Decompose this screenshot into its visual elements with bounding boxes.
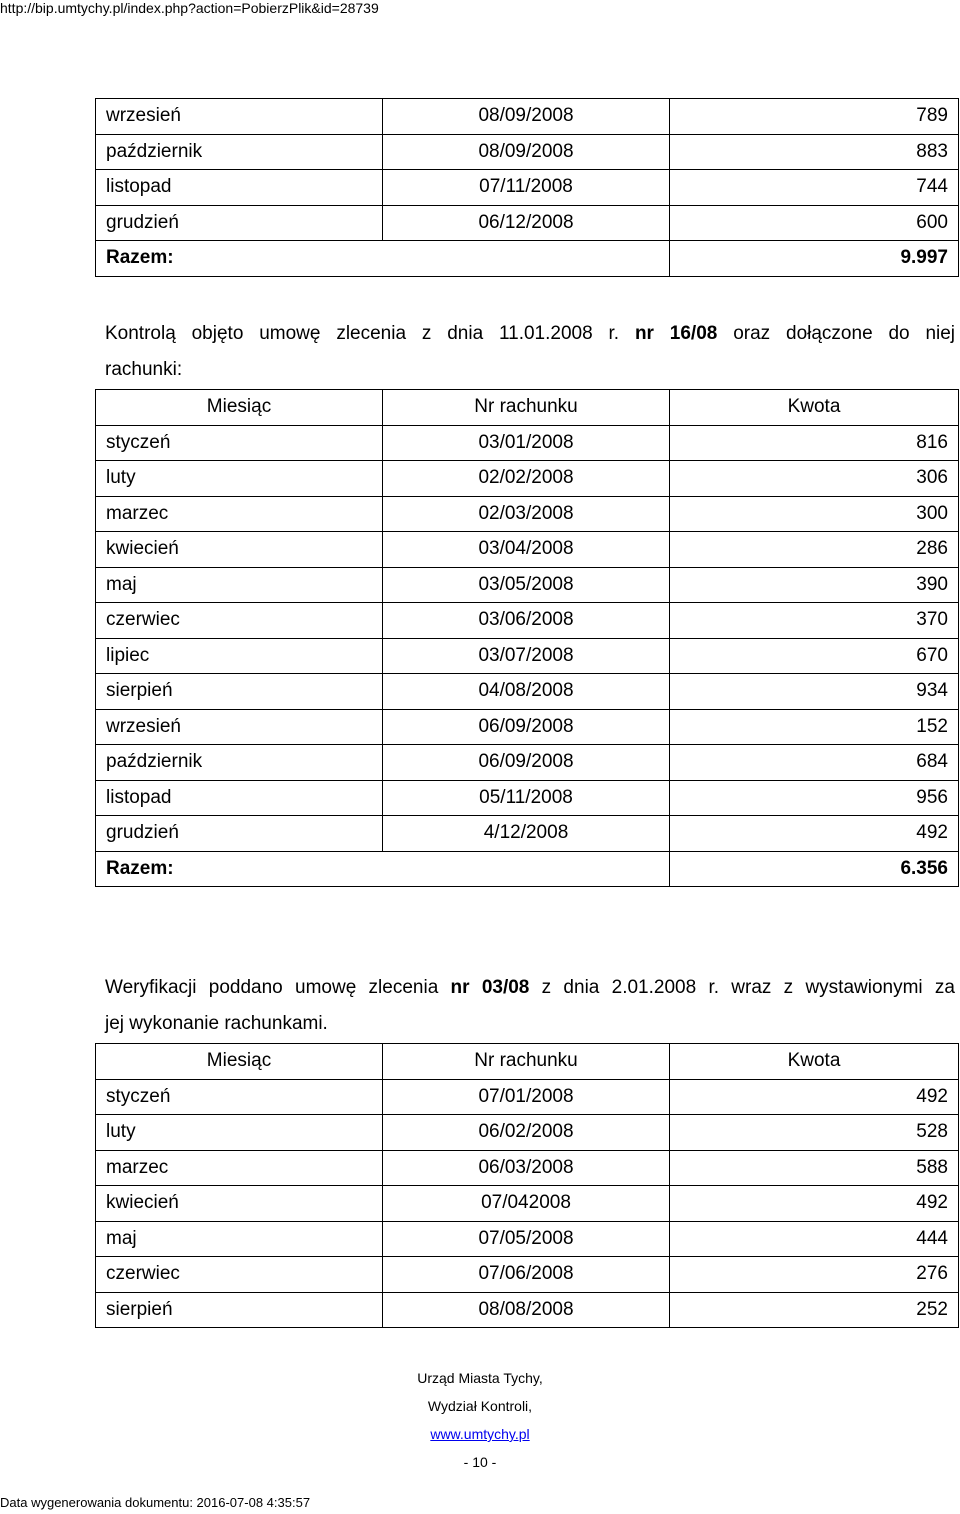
table-row bbox=[96, 638, 959, 674]
table-header-row bbox=[96, 390, 959, 426]
table-row bbox=[96, 780, 959, 816]
paragraph-line: rachunki: bbox=[105, 359, 183, 380]
month-cell: maj bbox=[96, 567, 383, 603]
table-row bbox=[96, 1079, 959, 1115]
month-cell: marzec bbox=[96, 1150, 383, 1186]
empty-cell bbox=[383, 851, 670, 887]
amount-cell: 492 bbox=[670, 1079, 959, 1115]
amount-cell: 276 bbox=[670, 1257, 959, 1293]
month-cell: sierpień bbox=[96, 674, 383, 710]
amount-cell: 816 bbox=[670, 425, 959, 461]
contract-number: nr 16/08 bbox=[634, 323, 718, 344]
amount-cell: 600 bbox=[670, 205, 959, 241]
contract-number: nr 03/08 bbox=[450, 977, 530, 998]
source-url: http://bip.umtychy.pl/index.php?action=PobierzPlik&id=28739 bbox=[0, 0, 379, 16]
month-cell: grudzień bbox=[96, 816, 383, 852]
invoice-number-cell: 03/05/2008 bbox=[383, 567, 670, 603]
amount-cell: 588 bbox=[670, 1150, 959, 1186]
amount-cell: 252 bbox=[670, 1292, 959, 1328]
month-cell: styczeń bbox=[96, 425, 383, 461]
table-row bbox=[96, 425, 959, 461]
amount-cell: 789 bbox=[670, 99, 959, 135]
table-row bbox=[96, 1115, 959, 1151]
empty-cell bbox=[383, 241, 670, 277]
amount-cell: 684 bbox=[670, 745, 959, 781]
month-cell: maj bbox=[96, 1221, 383, 1257]
table-header-row bbox=[96, 1044, 959, 1080]
amount-cell: 306 bbox=[670, 461, 959, 497]
column-header: Kwota bbox=[670, 390, 959, 426]
invoice-number-cell: 07/05/2008 bbox=[383, 1221, 670, 1257]
month-cell: wrzesień bbox=[96, 709, 383, 745]
amount-cell: 670 bbox=[670, 638, 959, 674]
invoice-number-cell: 03/06/2008 bbox=[383, 603, 670, 639]
invoice-number-cell: 06/09/2008 bbox=[383, 745, 670, 781]
month-cell: styczeń bbox=[96, 1079, 383, 1115]
invoice-number-cell: 08/08/2008 bbox=[383, 1292, 670, 1328]
paragraph-contract-03-08 bbox=[105, 970, 955, 1042]
table-row bbox=[96, 170, 959, 206]
invoice-number-cell: 03/07/2008 bbox=[383, 638, 670, 674]
column-header: Nr rachunku bbox=[383, 390, 670, 426]
invoice-table-3 bbox=[95, 1043, 959, 1328]
month-cell: czerwiec bbox=[96, 603, 383, 639]
invoice-number-cell: 08/09/2008 bbox=[383, 134, 670, 170]
month-cell: kwiecień bbox=[96, 532, 383, 568]
table-row bbox=[96, 1150, 959, 1186]
invoice-number-cell: 06/12/2008 bbox=[383, 205, 670, 241]
footer-department: Wydział Kontroli, bbox=[427, 1398, 533, 1414]
table-row bbox=[96, 567, 959, 603]
amount-cell: 528 bbox=[670, 1115, 959, 1151]
table-row bbox=[96, 603, 959, 639]
table-row bbox=[96, 674, 959, 710]
table-row bbox=[96, 709, 959, 745]
invoice-number-cell: 04/08/2008 bbox=[383, 674, 670, 710]
table-row bbox=[96, 205, 959, 241]
total-label: Razem: bbox=[96, 241, 383, 277]
amount-cell: 444 bbox=[670, 1221, 959, 1257]
invoice-number-cell: 05/11/2008 bbox=[383, 780, 670, 816]
invoice-number-cell: 4/12/2008 bbox=[383, 816, 670, 852]
amount-cell: 300 bbox=[670, 496, 959, 532]
amount-cell: 744 bbox=[670, 170, 959, 206]
paragraph-text: oraz dołączone do niej bbox=[733, 323, 956, 344]
table-row bbox=[96, 99, 959, 135]
amount-cell: 883 bbox=[670, 134, 959, 170]
month-cell: sierpień bbox=[96, 1292, 383, 1328]
invoice-number-cell: 02/02/2008 bbox=[383, 461, 670, 497]
invoice-number-cell: 03/01/2008 bbox=[383, 425, 670, 461]
total-row bbox=[96, 851, 959, 887]
amount-cell: 370 bbox=[670, 603, 959, 639]
column-header: Kwota bbox=[670, 1044, 959, 1080]
table-row bbox=[96, 816, 959, 852]
generation-date: Data wygenerowania dokumentu: 2016-07-08 4:35:57 bbox=[0, 1495, 311, 1510]
invoice-number-cell: 03/04/2008 bbox=[383, 532, 670, 568]
invoice-number-cell: 08/09/2008 bbox=[383, 99, 670, 135]
month-cell: marzec bbox=[96, 496, 383, 532]
month-cell: czerwiec bbox=[96, 1257, 383, 1293]
invoice-number-cell: 07/11/2008 bbox=[383, 170, 670, 206]
month-cell: kwiecień bbox=[96, 1186, 383, 1222]
total-value: 6.356 bbox=[670, 851, 959, 887]
amount-cell: 492 bbox=[670, 816, 959, 852]
paragraph-line bbox=[105, 970, 955, 1006]
paragraph-text: Kontrolą objęto umowę zlecenia z dnia 11.01.2008 r. bbox=[105, 323, 620, 344]
invoice-number-cell: 07/042008 bbox=[383, 1186, 670, 1222]
paragraph-line bbox=[105, 316, 955, 352]
column-header: Nr rachunku bbox=[383, 1044, 670, 1080]
table-row bbox=[96, 1186, 959, 1222]
month-cell: luty bbox=[96, 1115, 383, 1151]
table-row bbox=[96, 134, 959, 170]
page-footer bbox=[0, 1364, 960, 1476]
paragraph-line: jej wykonanie rachunkami. bbox=[105, 1013, 328, 1034]
footer-link[interactable]: www.umtychy.pl bbox=[430, 1426, 530, 1442]
amount-cell: 956 bbox=[670, 780, 959, 816]
amount-cell: 286 bbox=[670, 532, 959, 568]
month-cell: wrzesień bbox=[96, 99, 383, 135]
amount-cell: 152 bbox=[670, 709, 959, 745]
paragraph-contract-16-08 bbox=[105, 316, 955, 388]
month-cell: październik bbox=[96, 745, 383, 781]
table-row bbox=[96, 1257, 959, 1293]
invoice-number-cell: 06/02/2008 bbox=[383, 1115, 670, 1151]
table-row bbox=[96, 1221, 959, 1257]
paragraph-text: z dnia 2.01.2008 r. wraz z wystawionymi za bbox=[541, 977, 955, 998]
invoice-number-cell: 02/03/2008 bbox=[383, 496, 670, 532]
month-cell: listopad bbox=[96, 780, 383, 816]
month-cell: grudzień bbox=[96, 205, 383, 241]
amount-cell: 492 bbox=[670, 1186, 959, 1222]
invoice-number-cell: 06/09/2008 bbox=[383, 709, 670, 745]
invoice-number-cell: 07/06/2008 bbox=[383, 1257, 670, 1293]
total-value: 9.997 bbox=[670, 241, 959, 277]
month-cell: lipiec bbox=[96, 638, 383, 674]
month-cell: luty bbox=[96, 461, 383, 497]
table-row bbox=[96, 496, 959, 532]
amount-cell: 934 bbox=[670, 674, 959, 710]
table-row bbox=[96, 745, 959, 781]
invoice-number-cell: 07/01/2008 bbox=[383, 1079, 670, 1115]
invoice-table-1 bbox=[95, 98, 959, 277]
total-row bbox=[96, 241, 959, 277]
column-header: Miesiąc bbox=[96, 390, 383, 426]
table-row bbox=[96, 461, 959, 497]
month-cell: październik bbox=[96, 134, 383, 170]
invoice-number-cell: 06/03/2008 bbox=[383, 1150, 670, 1186]
page-number: - 10 - bbox=[463, 1454, 497, 1470]
total-label: Razem: bbox=[96, 851, 383, 887]
footer-office: Urząd Miasta Tychy, bbox=[417, 1370, 543, 1386]
amount-cell: 390 bbox=[670, 567, 959, 603]
table-row bbox=[96, 532, 959, 568]
month-cell: listopad bbox=[96, 170, 383, 206]
column-header: Miesiąc bbox=[96, 1044, 383, 1080]
table-row bbox=[96, 1292, 959, 1328]
paragraph-text: Weryfikacji poddano umowę zlecenia bbox=[105, 977, 439, 998]
invoice-table-2 bbox=[95, 389, 959, 887]
